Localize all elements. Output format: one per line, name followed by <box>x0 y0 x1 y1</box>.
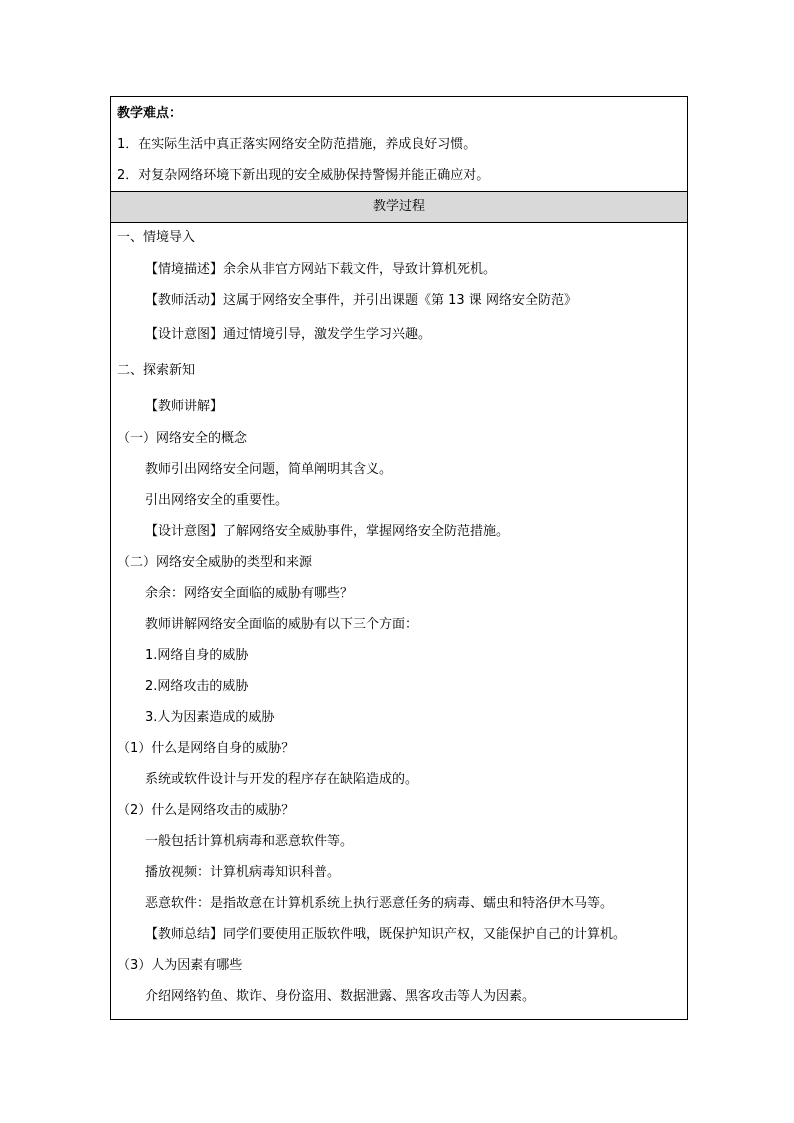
question: （3）人为因素有哪些 <box>117 958 243 973</box>
question: （1）什么是网络自身的威胁？ <box>117 741 295 756</box>
process-cell <box>111 223 687 1019</box>
paragraph: 介绍网络钓鱼、欺诈、身份盗用、数据泄露、黑客攻击等人为因素。 <box>145 989 536 1004</box>
paragraph: 【教师活动】这属于网络安全事件，并引出课题《第 13 课 网络安全防范》 <box>145 293 577 308</box>
difficulty-item: 2．对复杂网络环境下新出现的安全威胁保持警惕并能正确应对。 <box>117 168 490 183</box>
paragraph: 教师引出网络安全问题，简单阐明其含义。 <box>145 462 393 477</box>
list-item: 1.网络自身的威胁 <box>145 648 249 663</box>
paragraph: 【教师讲解】 <box>145 399 224 414</box>
difficulties-heading: 教学难点： <box>117 106 183 121</box>
paragraph: 教师讲解网络安全面临的威胁有以下三个方面： <box>145 617 419 632</box>
paragraph: 一般包括计算机病毒和恶意软件等。 <box>145 834 354 849</box>
paragraph: 【情境描述】余余从非官方网站下载文件，导致计算机死机。 <box>145 262 497 277</box>
section-heading: 一、情境导入 <box>117 230 196 245</box>
list-item: 3.人为因素造成的威胁 <box>145 710 275 725</box>
question: （2）什么是网络攻击的威胁？ <box>117 803 295 818</box>
list-item: 2.网络攻击的威胁 <box>145 679 249 694</box>
paragraph: 【设计意图】通过情境引导，激发学生学习兴趣。 <box>145 327 432 342</box>
section-heading: 二、探索新知 <box>117 363 196 378</box>
paragraph: 恶意软件：是指故意在计算机系统上执行恶意任务的病毒、蠕虫和特洛伊木马等。 <box>145 896 614 911</box>
paragraph: 余余：网络安全面临的威胁有哪些？ <box>145 586 354 601</box>
subsection-heading: （二）网络安全威胁的类型和来源 <box>117 555 313 570</box>
paragraph: 系统或软件设计与开发的程序存在缺陷造成的。 <box>145 772 419 787</box>
subsection-heading: （一）网络安全的概念 <box>117 431 248 446</box>
paragraph: 【设计意图】了解网络安全威胁事件，掌握网络安全防范措施。 <box>145 524 510 539</box>
lesson-table <box>110 96 688 1020</box>
process-heading: 教学过程 <box>111 192 687 223</box>
paragraph: 播放视频：计算机病毒知识科普。 <box>145 865 341 880</box>
difficulties-cell <box>111 97 687 192</box>
difficulty-item: 1．在实际生活中真正落实网络安全防范措施，养成良好习惯。 <box>117 137 477 152</box>
paragraph: 【教师总结】同学们要使用正版软件哦，既保护知识产权，又能保护自己的计算机。 <box>145 927 627 942</box>
paragraph: 引出网络安全的重要性。 <box>145 493 289 508</box>
